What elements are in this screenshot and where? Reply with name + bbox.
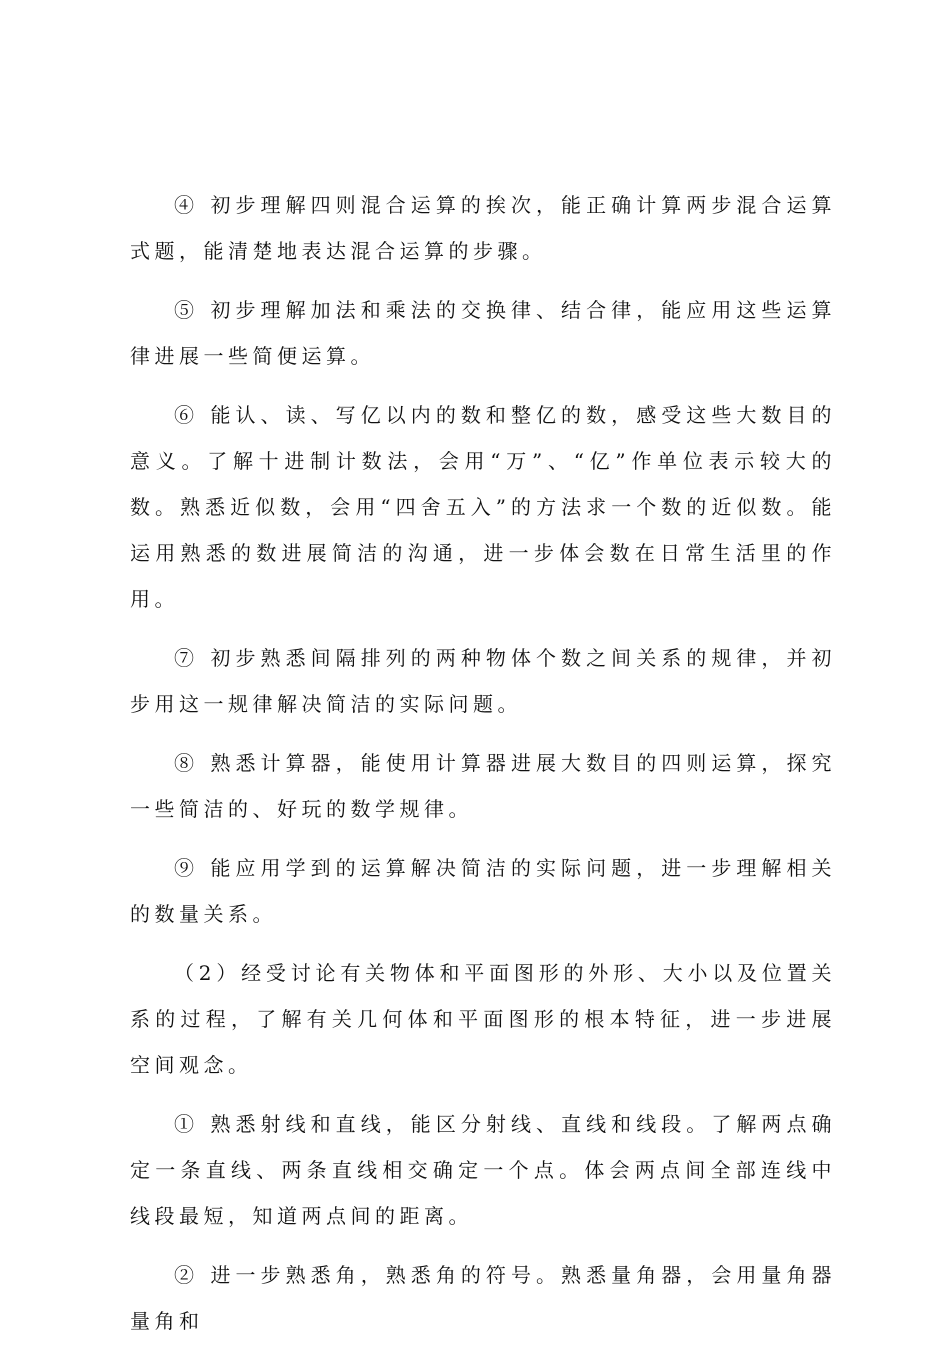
section-heading-2: （2）经受讨论有关物体和平面图形的外形、大小以及位置关系的过程，了解有关几何体和平面图形的根本特征，进一步进展空间观念。 [130,961,836,1077]
paragraph-item-7: ⑦ 初步熟悉间隔排列的两种物体个数之间关系的规律，并初步用这一规律解决简洁的实际问题。 [130,646,836,716]
paragraph-item-4: ④ 初步理解四则混合运算的挨次，能正确计算两步混合运算式题，能清楚地表达混合运算的步骤。 [130,193,836,263]
document-body [130,182,836,1357]
paragraph-item-2: ② 进一步熟悉角，熟悉角的符号。熟悉量角器，会用量角器量角和 [130,1263,836,1333]
paragraph-item-5: ⑤ 初步理解加法和乘法的交换律、结合律，能应用这些运算律进展一些简便运算。 [130,298,836,368]
paragraph-item-1: ① 熟悉射线和直线，能区分射线、直线和线段。了解两点确定一条直线、两条直线相交确定一个点。体会两点间全部连线中线段最短，知道两点间的距离。 [130,1112,836,1228]
paragraph-item-6: ⑥ 能认、读、写亿以内的数和整亿的数，感受这些大数目的意义。了解十进制计数法，会用“万”、“亿”作单位表示较大的数。熟悉近似数，会用“四舍五入”的方法求一个数的近似数。能运用熟悉的数进展简洁的沟通，进一步体会数在日常生活里的作用。 [130,403,836,611]
paragraph-item-9: ⑨ 能应用学到的运算解决简洁的实际问题，进一步理解相关的数量关系。 [130,856,836,926]
paragraph-item-8: ⑧ 熟悉计算器，能使用计算器进展大数目的四则运算，探究一些简洁的、好玩的数学规律。 [130,751,836,821]
